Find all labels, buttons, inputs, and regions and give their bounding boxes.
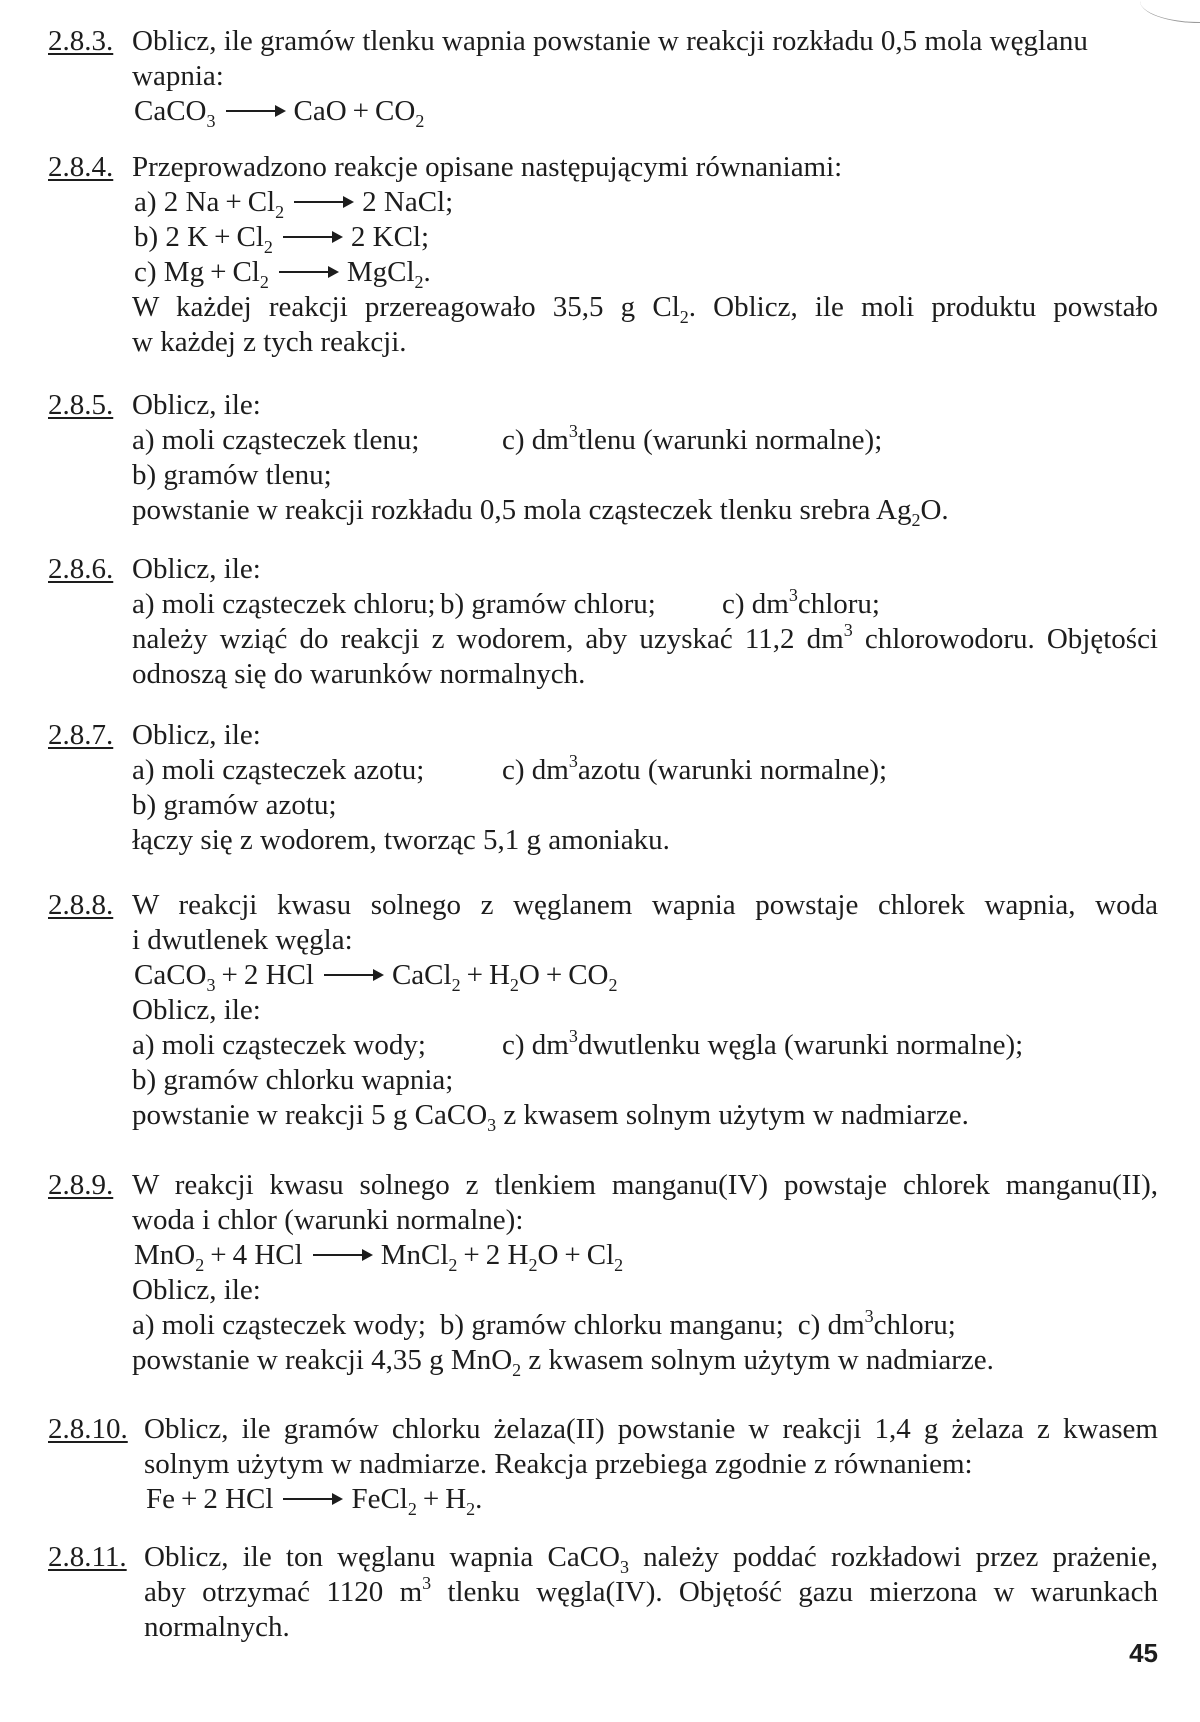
option-a: a) moli cząsteczek azotu; (132, 754, 425, 786)
reaction-arrow-icon (226, 110, 284, 112)
exercise-number: 2.8.9. (48, 1169, 114, 1201)
exercise-text: powstanie w reakcji 5 g CaCO$_3$ z kwasem solnym użytym w nadmiarze. (132, 1099, 969, 1135)
reaction-arrow-icon (313, 1254, 371, 1256)
exercise-text: łączy się z wodorem, tworząc 5,1 g amoniaku. (132, 824, 670, 856)
exercise-text: i dwutlenek węgla: (132, 924, 353, 956)
reaction-arrow-icon (283, 1498, 341, 1500)
exercise-number: 2.8.4. (48, 151, 114, 183)
option-a: a) moli cząsteczek tlenu; (132, 424, 420, 456)
option-a: a) moli cząsteczek wody; (132, 1029, 426, 1061)
exercise-2-8-10 (48, 1412, 1158, 1517)
option-b: b) gramów chlorku wapnia; (132, 1064, 454, 1096)
reaction-arrow-icon (324, 974, 382, 976)
reaction-equation: MnO$_2$ + 4 HCl MnCl$_2$ + 2 $H_2O + Cl_2$ (134, 1239, 624, 1275)
exercise-text: wapnia: (132, 60, 224, 92)
exercise-2-8-4 (48, 150, 1158, 360)
exercise-2-8-9 (48, 1168, 1158, 1378)
options-row (132, 753, 1158, 788)
option-c: c) $dm^3azotu$ (warunki normalne); (502, 751, 888, 786)
options-row (132, 423, 1158, 458)
options-row (132, 1308, 1158, 1343)
exercise-text: Oblicz, ile gramów tlenku wapnia powstanie w reakcji rozkładu 0,5 mola węglanu (132, 25, 1088, 57)
exercise-2-8-6 (48, 552, 1158, 692)
exercise-2-8-3 (48, 24, 1158, 129)
exercise-text: W reakcji kwasu solnego z tlenkiem manganu(IV) powstaje chlorek manganu(II), (132, 1169, 1158, 1201)
exercise-text: normalnych. (144, 1611, 290, 1643)
exercise-2-8-5 (48, 388, 1158, 528)
exercise-text: odnoszą się do warunków normalnych. (132, 658, 586, 690)
exercise-text: Oblicz, ile ton węglanu wapnia CaCO$_3$ należy poddać rozkładowi przez prażenie, (144, 1541, 1158, 1577)
exercise-text: woda i chlor (warunki normalne): (132, 1204, 524, 1236)
option-b: b) gramów chlorku manganu; (439, 1309, 784, 1341)
option-c: c) $dm^3chloru$; (797, 1306, 956, 1341)
option-c: c) $dm^3tlenu$ (warunki normalne); (502, 421, 883, 456)
exercise-text: Przeprowadzono reakcje opisane następującymi równaniami: (132, 151, 843, 183)
option-b: b) gramów tlenu; (132, 459, 332, 491)
exercise-2-8-7 (48, 718, 1158, 858)
exercise-intro: Oblicz, ile: (132, 389, 261, 421)
exercise-text: W każdej reakcji przereagowało 35,5 g $Cl_2$. Oblicz, ile moli produktu powstało (132, 291, 1159, 327)
option-c: c) $dm^3dwutlenku$ węgla (warunki normalne); (502, 1026, 1024, 1061)
option-a: a) moli cząsteczek wody; (132, 1309, 426, 1341)
exercise-number: 2.8.10. (48, 1413, 128, 1445)
exercise-text: solnym użytym w nadmiarze. Reakcja przebiega zgodnie z równaniem: (144, 1448, 973, 1480)
exercise-text: aby otrzymać 1120 $m^3$ tlenku węgla(IV). Objętość gazu mierzona w warunkach (144, 1573, 1158, 1608)
exercise-number: 2.8.7. (48, 719, 114, 751)
exercise-2-8-8 (48, 888, 1158, 1133)
options-row (132, 587, 1158, 622)
exercise-number: 2.8.5. (48, 389, 114, 421)
exercise-intro: Oblicz, ile: (132, 1274, 261, 1306)
exercise-text: Oblicz, ile gramów chlorku żelaza(II) powstanie w reakcji 1,4 g żelaza z kwasem (144, 1413, 1158, 1445)
exercise-number: 2.8.11. (48, 1541, 127, 1573)
reaction-arrow-icon (279, 271, 337, 273)
page-number: 45 (1129, 1638, 1158, 1668)
option-c: c) $dm^3chloru$; (722, 585, 880, 620)
option-a: a) moli cząsteczek chloru; (132, 588, 436, 620)
reaction-equation-a: a) 2 $Na + Cl_2$ 2 NaCl; (134, 186, 454, 222)
exercise-text: powstanie w reakcji rozkładu 0,5 mola cząsteczek tlenku srebra $Ag_2O$. (132, 494, 949, 530)
exercise-text: powstanie w reakcji 4,35 g MnO$_2$ z kwasem solnym użytym w nadmiarze. (132, 1344, 994, 1380)
exercise-text: W reakcji kwasu solnego z węglanem wapnia powstaje chlorek wapnia, woda (132, 889, 1158, 921)
reaction-equation: Fe + 2 HCl FeCl$_2$ + $H_2$. (146, 1483, 483, 1519)
page-curl-decoration (1140, 0, 1200, 23)
exercise-number: 2.8.3. (48, 25, 114, 57)
exercise-2-8-11 (48, 1540, 1158, 1645)
exercise-text: w każdej z tych reakcji. (132, 326, 407, 358)
option-b: b) gramów chloru; (440, 588, 656, 620)
reaction-arrow-icon (294, 201, 352, 203)
exercise-text: należy wziąć do reakcji z wodorem, aby uzyskać 11,2 $dm^3$ chlorowodoru. Objętości (132, 620, 1158, 655)
exercise-number: 2.8.6. (48, 553, 114, 585)
reaction-equation-b: b) 2 $K + Cl_2$ 2 KCl; (134, 221, 430, 257)
exercise-intro: Oblicz, ile: (132, 553, 261, 585)
options-row (132, 1028, 1158, 1063)
reaction-equation: CaCO$_3$ CaO + $CO_2$ (134, 95, 425, 131)
exercise-intro: Oblicz, ile: (132, 719, 261, 751)
option-b: b) gramów azotu; (132, 789, 337, 821)
exercise-intro: Oblicz, ile: (132, 994, 261, 1026)
reaction-equation-c: c) $Mg + Cl_2$ MgCl$_2$. (134, 256, 431, 292)
exercise-number: 2.8.8. (48, 889, 114, 921)
reaction-arrow-icon (283, 236, 341, 238)
reaction-equation: CaCO$_3$ + 2 HCl CaCl$_2$ + $H_2O + CO_2$ (134, 959, 618, 995)
